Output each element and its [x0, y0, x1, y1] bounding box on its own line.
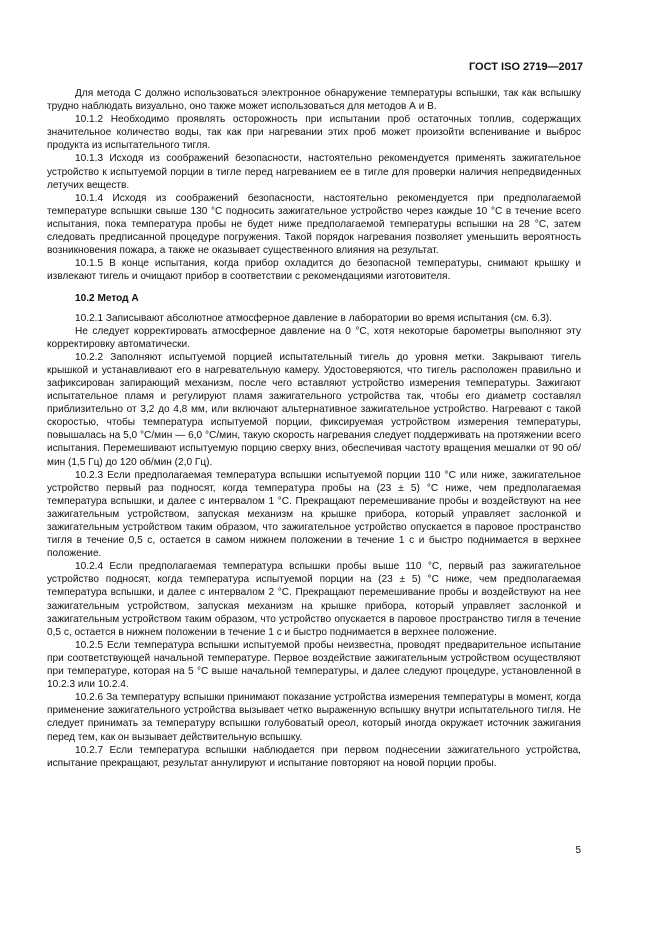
paragraph-10-1-3: 10.1.3 Исходя из соображений безопасности, настоятельно рекомендуется применять зажигательное устройство к испытуемой порции в тигле перед нагреванием ее в тигле для проверки наличия непредвиденных летучих веществ. [47, 153, 581, 191]
paragraph-10-1-2: 10.1.2 Необходимо проявлять осторожность при испытании проб остаточных топлив, содержащих значительное количество воды, так как при нагревании этих проб может произойти вспенивание и выброс продукта из испытательного тигля. [47, 114, 581, 152]
paragraph-10-1-4: 10.1.4 Исходя из соображений безопасности, настоятельно рекомендуется при предполагаемой температуре вспышки свыше 130 °С подносить зажигательное устройство через каждые 10 °С в течение всего испытания, пока температура пробы не будет ниже предполагаемой температуры вспышки на 28 °С, затем следовать предписанной процедуре погружения. Такой порядок нагревания позволяет уменьшить вероятность возникновения пожара, а также не оказывает существенного влияния на результат. [47, 192, 581, 257]
paragraph-10-2-1: 10.2.1 Записывают абсолютное атмосферное давление в лаборатории во время испытания (см. 6.3). [75, 312, 552, 324]
paragraph-10-1-5: 10.1.5 В конце испытания, когда прибор охладится до безопасной температуры, снимают крышку и извлекают тигель и очищают прибор в соответствии с рекомендациями изготовителя. [47, 258, 581, 283]
paragraph-10-2-5: 10.2.5 Если температура вспышки испытуемой пробы неизвестна, проводят предварительное испытание при соответствующей начальной температуре. Первое воздействие зажигательным устройством осуществляют при температуре, которая на 5 °С выше начальной температуры, и далее следуют процедуре, установленной в 10.2.3 или 10.2.4. [47, 639, 581, 691]
paragraph-10-2-1-note: Не следует корректировать атмосферное давление на 0 °С, хотя некоторые барометры выполняют эту корректировку автоматически. [47, 325, 581, 350]
document-header: ГОСТ ISO 2719—2017 [468, 61, 583, 73]
page-number: 5 [575, 845, 581, 856]
paragraph-10-2-2: 10.2.2 Заполняют испытуемой порцией испытательный тигель до уровня метки. Закрывают тигель крышкой и устанавливают его в нагревательную камеру. Удостоверяются, что тигель расположен правильно и зафиксирован запирающий механизм, после чего вставляют устройство измерения температуры. Зажигают испытательное пламя и регулируют пламя зажигательного устройства так, чтобы его диаметр составлял приблизительно от 3,2 до 4,8 мм, или включают альтернативное зажигательное устройство. Нагревают с такой скоростью, чтобы температура испытуемой порции, фиксируемая устройством измерения температуры, повышалась на 5,0 °С/мин — 6,0 °С/мин, такую скорость нагревания следует поддерживать на протяжении всего испытания. Перемешивают испытуемую порцию сверху вниз, обеспечивая частоту вращения мешалки от 90 об/мин (1,5 Гц) до 120 об/мин (2,0 Гц). [47, 351, 581, 468]
paragraph-10-2-6: 10.2.6 За температуру вспышки принимают показание устройства измерения температуры в момент, когда применение зажигательного устройства вызывает четко выраженную вспышку внутри испытательного тигля. Не следует принимать за температуру вспышки голубоватый ореол, который иногда окружает источник зажигания перед тем, как он вызывает действительную вспышку. [47, 692, 581, 743]
paragraph-10-2-4: 10.2.4 Если предполагаемая температура вспышки пробы выше 110 °С, первый раз зажигательное устройство подносят, когда температура испытуемой порции на (23 ± 5) °С ниже, чем предполагаемая температура вспышки, и далее с интервалом 2 °С. Прекращают перемешивание пробы и воздействуют на нее зажигательным устройством, запуская механизм на крышке прибора, который управляет заслонкой и зажигательным устройством таким образом, что устройство опускается в паровое пространство тигля в течение 0,5 с, остается в нижнем положении в течение 1 с и быстро поднимается в верхнее положение. [47, 561, 581, 638]
section-heading-10-2: 10.2 Метод А [75, 293, 139, 305]
document-body [47, 87, 581, 770]
paragraph-method-c-note: Для метода С должно использоваться электронное обнаружение температуры вспышки, так как вспышку трудно наблюдать визуально, оно также может использоваться для методов А и В. [47, 88, 581, 113]
paragraph-10-2-7: 10.2.7 Если температура вспышки наблюдается при первом поднесении зажигательного устройства, испытание прекращают, результат аннулируют и испытание повторяют на новой порции пробы. [47, 744, 581, 769]
paragraph-10-2-3: 10.2.3 Если предполагаемая температура вспышки испытуемой порции 110 °С или ниже, зажигательное устройство первый раз подносят, когда температура пробы на (23 ± 5) °С ниже, чем предполагаемая температура вспышки, и далее с интервалом 1 °С. Прекращают перемешивание пробы и воздействуют на нее зажигательным устройством, запуская механизм на крышке прибора, который управляет заслонкой и зажигательным устройством таким образом, что зажигательное устройство опускается в паровое пространство тигля в течение 0,5 с, остается в самом нижнем положении в течение 1 с и быстро поднимается в верхнее положение. [47, 469, 581, 560]
